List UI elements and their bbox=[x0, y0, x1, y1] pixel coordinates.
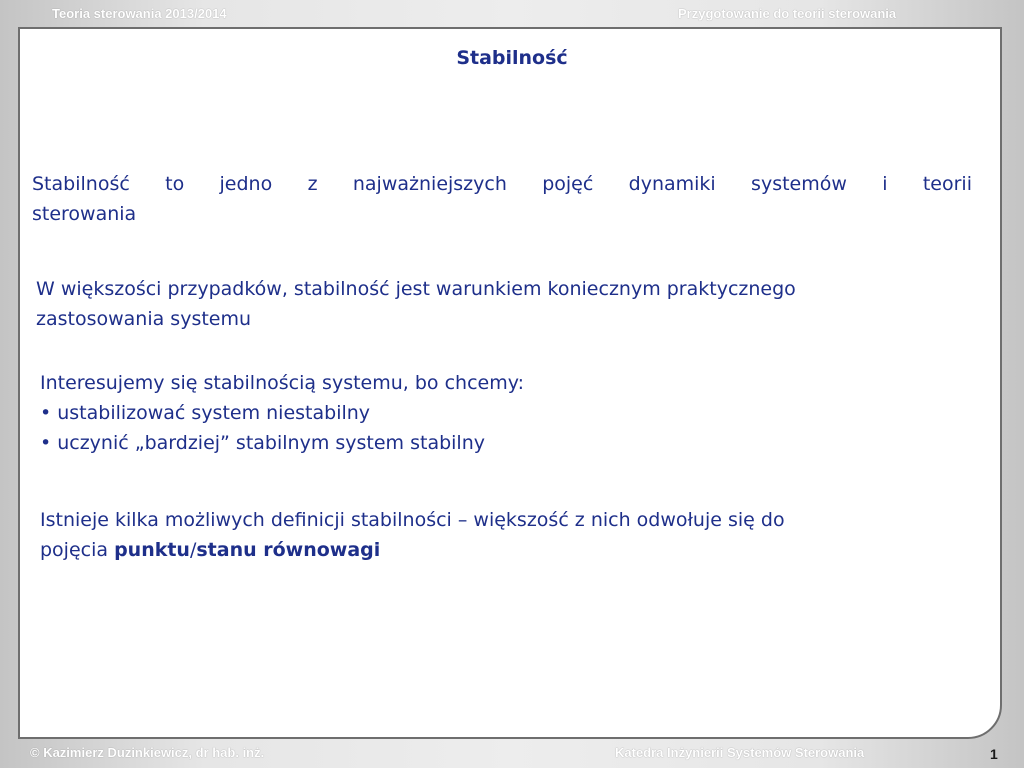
line-prefix: pojęcia bbox=[40, 539, 115, 561]
paragraph-definitions-line1: Istnieje kilka możliwych definicji stabilności – większość z nich odwołuje się do bbox=[40, 509, 785, 531]
term-point: punktu bbox=[114, 539, 190, 561]
paragraph-definitions-line2 bbox=[40, 535, 1000, 565]
paragraph-practical bbox=[36, 274, 996, 334]
paragraph-definitions bbox=[40, 505, 1000, 565]
word: z bbox=[307, 173, 318, 195]
footer-department: Katedra Inżynierii Systemów Sterowania bbox=[615, 745, 865, 760]
bullet-text: ustabilizować system niestabilny bbox=[57, 402, 371, 424]
paragraph-definition-line2: sterowania bbox=[32, 203, 137, 225]
word: systemów bbox=[751, 173, 847, 195]
paragraph-practical-line2: zastosowania systemu bbox=[36, 308, 252, 330]
word: teorii bbox=[922, 173, 972, 195]
word: i bbox=[882, 173, 888, 195]
word: to bbox=[165, 173, 185, 195]
paragraph-practical-line1: W większości przypadków, stabilność jest warunkiem koniecznym praktycznego bbox=[36, 278, 796, 300]
bullet-item bbox=[40, 398, 980, 428]
bullet-text: uczynić „bardziej” stabilnym system stabilny bbox=[57, 432, 485, 454]
word: dynamiki bbox=[628, 173, 716, 195]
paragraph-definition-line1 bbox=[32, 169, 972, 199]
bullet-icon: • bbox=[40, 432, 52, 454]
bullet-icon: • bbox=[40, 402, 52, 424]
paragraph-goals-intro: Interesujemy się stabilnością systemu, bo chcemy: bbox=[40, 372, 524, 394]
term-equilibrium-state: stanu równowagi bbox=[196, 539, 381, 561]
term-separator: / bbox=[189, 539, 197, 561]
bullet-item bbox=[40, 428, 980, 458]
footer-author: © Kazimierz Duzinkiewicz, dr hab. inż. bbox=[30, 745, 265, 760]
paragraph-goals bbox=[40, 368, 980, 458]
slide-title: Stabilność bbox=[456, 47, 568, 69]
word: Stabilność bbox=[32, 173, 130, 195]
page-number: 1 bbox=[990, 746, 998, 762]
header-course-title: Teoria sterowania 2013/2014 bbox=[52, 6, 227, 21]
word: jedno bbox=[219, 173, 273, 195]
word: pojęć bbox=[542, 173, 594, 195]
word: najważniejszych bbox=[352, 173, 507, 195]
paragraph-definition bbox=[32, 169, 972, 229]
header-section-title: Przygotowanie do teorii sterowania bbox=[678, 6, 897, 21]
